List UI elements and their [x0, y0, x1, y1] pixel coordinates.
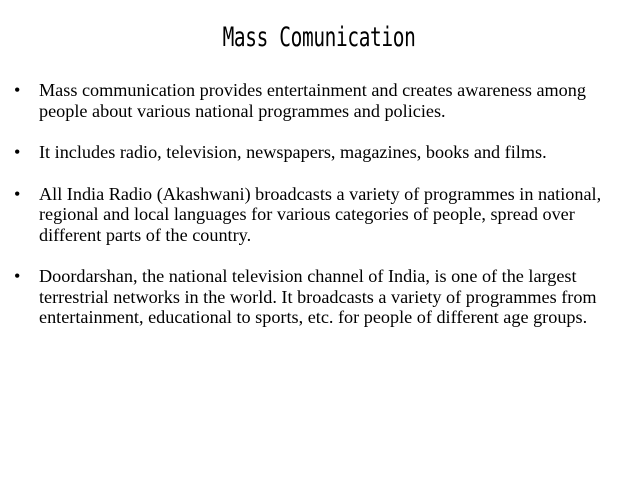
bullet-text: All India Radio (Akashwani) broadcasts a variety of programmes in national, regional and local languages for various categories of people, spread over different parts of the country.	[39, 183, 602, 245]
bullet-marker: •	[14, 266, 21, 286]
bullet-marker: •	[14, 183, 21, 204]
bullet-marker: •	[14, 142, 21, 162]
bullet-marker: •	[14, 80, 21, 100]
bullet-item	[14, 184, 614, 246]
slide-title: Mass Comunication	[222, 22, 416, 53]
bullet-text: It includes radio, television, newspapers, magazines, books and films.	[39, 142, 547, 162]
bullet-item	[14, 142, 614, 163]
bullet-item	[14, 266, 614, 328]
bullet-item	[14, 80, 614, 121]
bullet-list	[14, 80, 614, 349]
bullet-text: Mass communication provides entertainment and creates awareness among people about various national programmes and policies.	[39, 80, 586, 121]
bullet-text: Doordarshan, the national television channel of India, is one of the largest terrestrial networks in the world. It broadcasts a variety of programmes from entertainment, educational to sports, etc. for people of different age groups.	[39, 266, 597, 327]
